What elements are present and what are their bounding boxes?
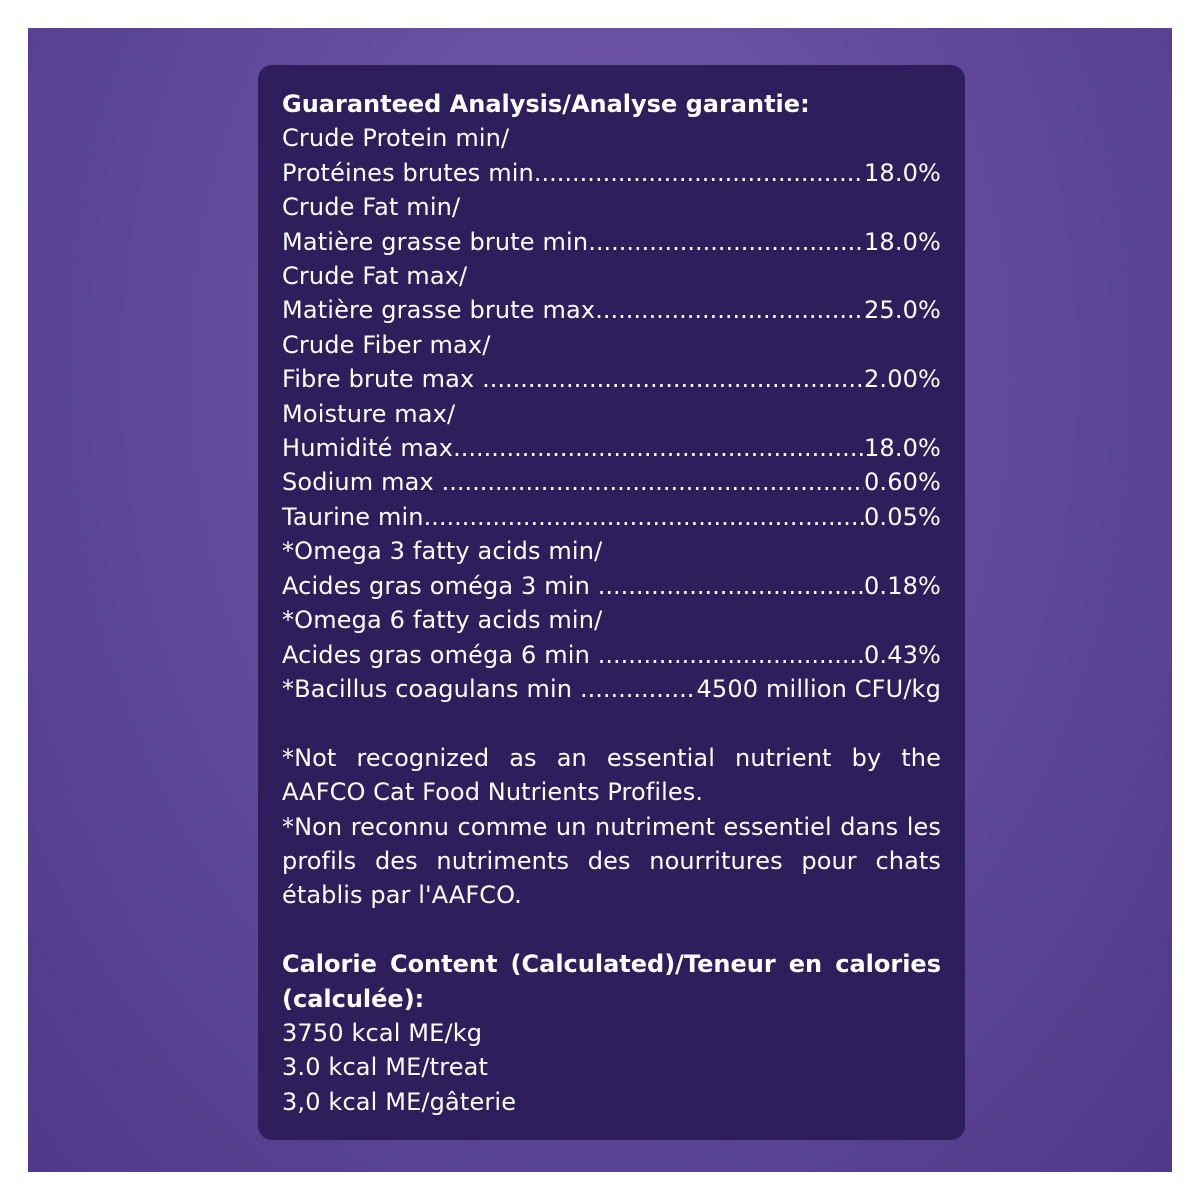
nutrient-label: Taurine min bbox=[282, 502, 424, 531]
nutrient-row bbox=[282, 500, 941, 534]
calorie-line: 3750 kcal ME/kg bbox=[282, 1018, 483, 1047]
calorie-line: 3.0 kcal ME/treat bbox=[282, 1053, 489, 1082]
dot-leader bbox=[588, 225, 864, 259]
nutrient-label: *Bacillus coagulans min bbox=[282, 674, 580, 703]
nutrient-label: Fibre brute max bbox=[282, 365, 483, 394]
dot-leader bbox=[453, 431, 864, 465]
nutrient-label: Acides gras oméga 3 min bbox=[282, 571, 598, 600]
nutrient-prefix: Crude Fiber max/ bbox=[282, 330, 491, 359]
analysis-heading: Guaranteed Analysis/Analyse garantie: bbox=[282, 90, 810, 118]
nutrient-prefix: Crude Protein min/ bbox=[282, 124, 510, 153]
nutrient-row bbox=[282, 293, 941, 327]
dot-leader bbox=[598, 569, 864, 603]
nutrient-label: Protéines brutes min bbox=[282, 158, 534, 187]
nutrient-row bbox=[282, 672, 941, 706]
nutrient-prefix: Crude Fat min/ bbox=[282, 193, 461, 222]
footnote-french: *Non reconnu comme un nutriment essentiel dans les profils des nutriments des nourritures pour chats établis par l'AAFCO. bbox=[282, 812, 941, 910]
nutrient-value: 0.18% bbox=[864, 571, 941, 600]
nutrient-prefix: Crude Fat max/ bbox=[282, 262, 468, 291]
spacer bbox=[282, 913, 941, 947]
nutrient-value: 18.0% bbox=[864, 227, 941, 256]
nutrient-value: 0.05% bbox=[864, 502, 941, 531]
guaranteed-analysis-panel bbox=[258, 65, 965, 1140]
nutrient-label: Acides gras oméga 6 min bbox=[282, 640, 598, 669]
dot-leader bbox=[424, 500, 864, 534]
nutrient-value: 25.0% bbox=[864, 296, 941, 325]
nutrient-row bbox=[282, 569, 941, 603]
nutrient-row bbox=[282, 431, 941, 465]
nutrient-label: Humidité max bbox=[282, 434, 454, 463]
nutrient-value: 0.43% bbox=[864, 640, 941, 669]
calorie-heading: Calorie Content (Calculated)/Teneur en calories (calculée): bbox=[282, 950, 941, 1013]
nutrient-value: 2.00% bbox=[864, 365, 941, 394]
nutrient-label: Sodium max bbox=[282, 468, 442, 497]
nutrient-row bbox=[282, 156, 941, 190]
spacer bbox=[282, 706, 941, 740]
dot-leader bbox=[595, 293, 864, 327]
nutrient-row bbox=[282, 362, 941, 396]
nutrient-row bbox=[282, 225, 941, 259]
nutrient-value: 0.60% bbox=[864, 468, 941, 497]
nutrient-value: 18.0% bbox=[864, 434, 941, 463]
dot-leader bbox=[598, 638, 864, 672]
dot-leader bbox=[442, 465, 864, 499]
nutrient-prefix: Moisture max/ bbox=[282, 399, 456, 428]
nutrient-prefix: *Omega 6 fatty acids min/ bbox=[282, 606, 603, 635]
dot-leader bbox=[580, 672, 697, 706]
nutrient-label: Matière grasse brute min bbox=[282, 227, 589, 256]
nutrient-label: Matière grasse brute max bbox=[282, 296, 596, 325]
nutrient-row bbox=[282, 638, 941, 672]
calorie-line: 3,0 kcal ME/gâterie bbox=[282, 1087, 517, 1116]
footnote-english: *Not recognized as an essential nutrient by the AAFCO Cat Food Nutrients Profiles. bbox=[282, 743, 941, 807]
nutrient-value: 18.0% bbox=[864, 158, 941, 187]
nutrient-value: 4500 million CFU/kg bbox=[696, 674, 941, 703]
nutrient-row bbox=[282, 465, 941, 499]
nutrient-prefix: *Omega 3 fatty acids min/ bbox=[282, 537, 603, 566]
dot-leader bbox=[534, 156, 864, 190]
dot-leader bbox=[482, 362, 864, 396]
